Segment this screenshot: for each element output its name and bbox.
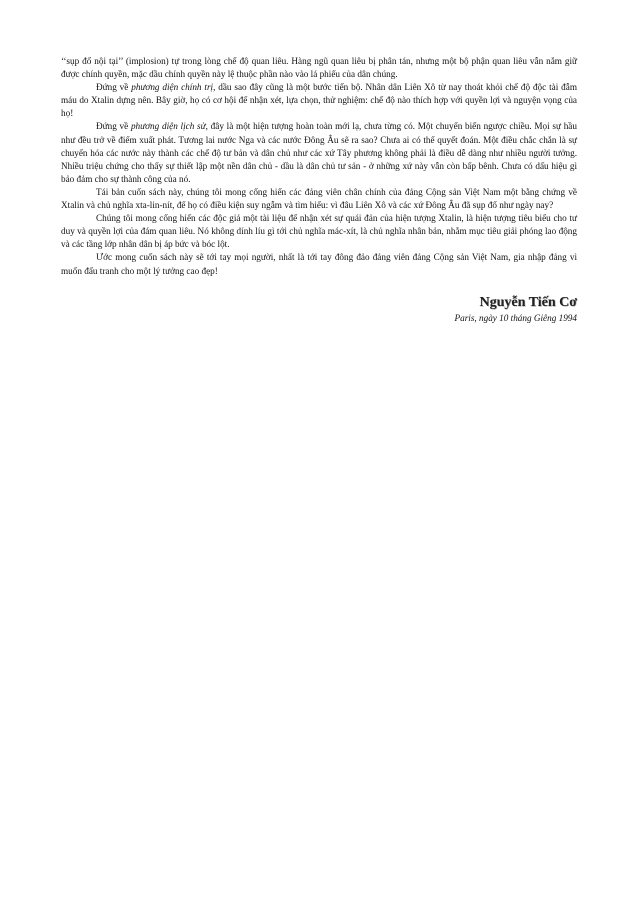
paragraph-3-rest: , đây là một hiện tượng hoàn toàn mới lạ, chưa từng có. Một chuyển biến ngược chiều. Mọi sự hầu như đều trở về điểm xuất phát. Tương lai nước Nga và các nước Đông Âu sẽ ra sao? Chưa ai có thể quyết đoán. Một điều chắc chắn là sự chuyển hóa các nước này thành các chế độ tư bản và dân chủ như các xứ Tây phương không phải là điều dễ dàng như nhiều người tưởng. Nhiều triệu chứng cho thấy sự thiết lập một nền dân chủ - dầu là dân chủ tư sản - ở những xứ này vẫn còn bấp bênh. Chưa có dấu hiệu gì bảo đảm cho sự thành công của nó. xyxy=(61,121,577,184)
paragraph-2-rest: , dầu sao đây cũng là một bước tiến bộ. Nhân dân Liên Xô từ nay thoát khỏi chế độ độc tài đẫm máu do Xtalin dựng nên. Bây giờ, họ có cơ hội để nhận xét, lựa chọn, thử nghiệm: chế độ nào thích hợp với quyền lợi và nguyện vọng của họ! xyxy=(61,82,577,119)
paragraph-2-lead: Đứng về xyxy=(96,82,132,93)
signature-block xyxy=(61,294,577,324)
document-page xyxy=(61,55,577,324)
place-date: Paris, ngày 10 tháng Giêng 1994 xyxy=(454,312,577,323)
paragraph-5-text: Chúng tôi mong cống hiến các độc giả một tài liệu để nhận xét sự quái đản của hiện tượng Xtalin, là hiện tượng tiêu biểu cho tư duy và quyền lợi của đám quan liêu. Nó không dính líu gì tới chủ nghĩa mác-xít, là chủ nghĩa nhân bản, nhằm mục tiêu giải phóng lao động và các tầng lớp nhân dân bị áp bức và bóc lột. xyxy=(61,213,577,250)
paragraph-2 xyxy=(61,81,577,120)
paragraph-5 xyxy=(61,212,577,251)
paragraph-3-emphasis: phương diện lịch sử xyxy=(130,121,206,132)
author-name: Nguyễn Tiến Cơ xyxy=(479,294,577,310)
paragraph-4-text: Tái bản cuốn sách này, chúng tôi mong cống hiến các đảng viên chân chính của đảng Cộng sản Việt Nam một bằng chứng về Xtalin và chủ nghĩa xta-lin-nít, để họ có điều kiện suy ngẫm và tìm hiểu: vì đâu Liên Xô và các xứ Đông Âu đã sụp đổ như ngày nay? xyxy=(61,186,577,211)
paragraph-1-text: ‘‘sụp đổ nội tại’’ (implosion) tự trong lòng chế độ quan liêu. Hàng ngũ quan liêu bị phân tán, nhưng một bộ phận quan liêu vẫn nắm giữ được chính quyền, mặc dầu chính quyền này lệ thuộc phần nào vào lá phiếu của dân chúng. xyxy=(61,56,577,80)
paragraph-1 xyxy=(61,55,577,81)
paragraph-3-lead: Đứng về xyxy=(96,121,131,132)
paragraph-6 xyxy=(61,251,577,277)
paragraph-2-emphasis: phương diện chính trị xyxy=(131,82,214,93)
paragraph-6-text: Ước mong cuốn sách này sẽ tới tay mọi người, nhất là tới tay đông đảo đảng viên đảng Cộng sản Việt Nam, gia nhập đảng vì muốn đấu tranh cho một lý tưởng cao đẹp! xyxy=(61,252,577,276)
paragraph-4 xyxy=(61,186,577,212)
paragraph-3 xyxy=(61,120,577,185)
